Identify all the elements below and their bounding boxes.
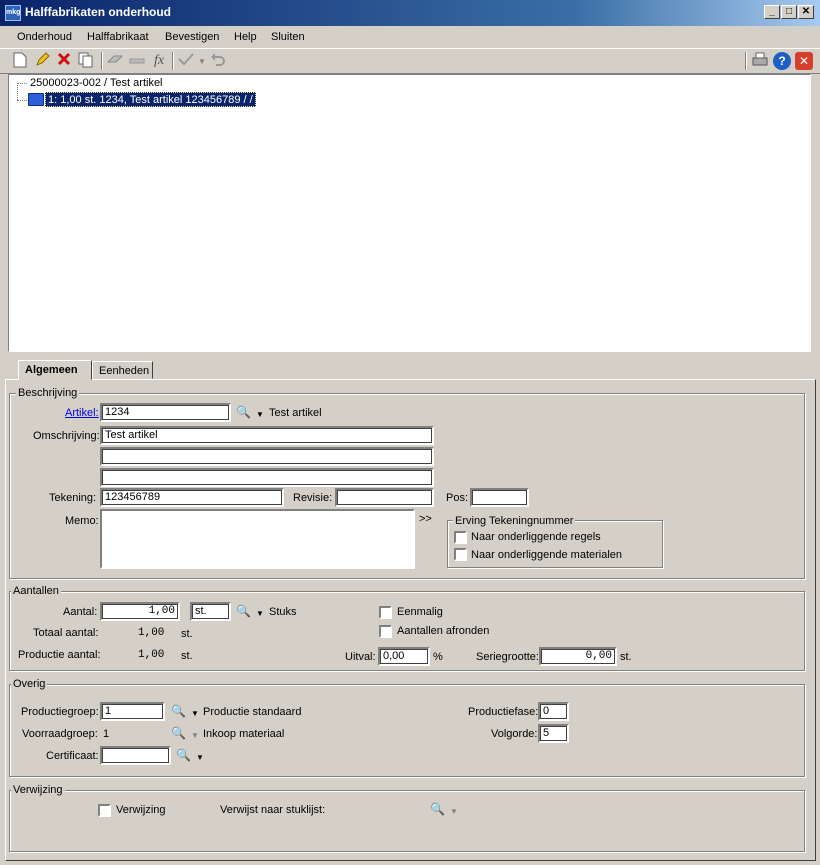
artikel-lookup-icon[interactable]: 🔍 [236,405,251,419]
volgorde-label: Volgorde: [491,728,538,740]
unit-field[interactable]: st. [190,602,231,621]
erving-label: Erving Tekeningnummer [455,515,574,527]
printer-icon[interactable] [751,52,769,70]
certificaat-field[interactable] [100,746,171,765]
unit-dropdown-icon[interactable]: ▼ [256,609,264,618]
delete-icon[interactable] [55,52,73,70]
certificaat-lookup-icon[interactable]: 🔍 [176,748,191,762]
stuklijst-lookup-icon: 🔍 [430,802,445,816]
omschrijving-field-1[interactable]: Test artikel [100,426,434,445]
certificaat-dropdown-icon[interactable]: ▼ [196,753,204,762]
afronden-checkbox[interactable] [379,625,392,638]
formula-icon[interactable]: fx [153,53,165,68]
artikel-link[interactable]: Artikel: [65,407,99,419]
uitval-unit: % [433,651,443,663]
minimize-button[interactable]: _ [764,5,780,19]
memo-field[interactable] [100,509,415,569]
tree-connector [17,83,18,100]
uitval-label: Uitval: [345,651,376,663]
unit-lookup-icon[interactable]: 🔍 [236,604,251,618]
memo-expand-button[interactable]: >> [419,513,432,525]
productie-aantal-label: Productie aantal: [18,649,101,661]
menu-bevestigen[interactable]: Bevestigen [165,31,220,43]
stuklijst-dropdown-icon: ▼ [450,807,458,816]
menu-halffabrikaat[interactable]: Halffabrikaat [87,31,149,43]
seriegrootte-label: Seriegrootte: [476,651,539,663]
productiefase-label: Productiefase: [468,706,539,718]
verwijzing-checkbox-label: Verwijzing [116,804,166,816]
aantal-field[interactable]: 1,00 [100,602,180,621]
omschrijving-label: Omschrijving: [33,430,100,442]
totaal-aantal-unit: st. [181,628,193,640]
app-icon: mkg [5,5,21,21]
voorraadgroep-value: 1 [103,728,110,740]
voorraadgroep-lookup-icon: 🔍 [171,726,186,740]
window-title: Halffabrikaten onderhoud [25,5,172,19]
omschrijving-field-2[interactable] [100,447,434,466]
productie-aantal-unit: st. [181,650,193,662]
pos-field[interactable] [470,488,529,507]
productiefase-field[interactable]: 0 [538,702,569,721]
productie-aantal-value: 1,00 [138,649,165,661]
uitval-field[interactable]: 0,00 [378,647,430,666]
afronden-label: Aantallen afronden [397,625,490,637]
seriegrootte-field[interactable]: 0,00 [539,647,617,666]
menu-sluiten[interactable]: Sluiten [271,31,305,43]
tab-eenheden[interactable]: Eenheden [92,361,153,379]
title-bar [0,0,820,26]
verwijzing-checkbox[interactable] [98,804,111,817]
undo-icon[interactable] [209,52,227,70]
revisie-label: Revisie: [293,492,333,504]
totaal-aantal-label: Totaal aantal: [33,627,99,639]
erving-regels-checkbox[interactable] [454,531,467,544]
erving-materialen-checkbox[interactable] [454,548,467,561]
stuklijst-label: Verwijst naar stuklijst: [220,804,326,816]
maximize-button[interactable]: □ [781,5,797,19]
totaal-aantal-value: 1,00 [138,627,165,639]
toolbar-separator [172,52,174,70]
help-icon[interactable]: ? [773,52,791,70]
close-button[interactable]: ✕ [798,5,814,19]
erving-regels-label: Naar onderliggende regels [471,531,601,543]
certificaat-label: Certificaat: [46,750,99,762]
seriegrootte-unit: st. [620,651,632,663]
artikel-field[interactable]: 1234 [100,403,231,422]
artikel-description: Test artikel [269,407,322,419]
menu-help[interactable]: Help [234,31,257,43]
folder-icon [28,93,44,106]
overig-label: Overig [13,678,46,690]
new-document-icon[interactable] [11,52,29,70]
productiegroep-description: Productie standaard [203,706,302,718]
tekening-label: Tekening: [49,492,97,504]
tekening-field[interactable]: 123456789 [100,488,284,507]
unit-description: Stuks [269,606,297,618]
pos-label: Pos: [446,492,469,504]
revisie-field[interactable] [335,488,434,507]
artikel-dropdown-icon[interactable]: ▼ [256,410,264,419]
exit-icon[interactable]: ✕ [795,52,813,70]
aantal-label: Aantal: [63,606,98,618]
tree-selected-node[interactable]: 1: 1,00 st. 1234, Test artikel 123456789 / / [45,92,256,107]
menu-onderhoud[interactable]: Onderhoud [17,31,73,43]
tree-connector [17,100,27,101]
erving-materialen-label: Naar onderliggende materialen [471,549,623,561]
aantallen-label: Aantallen [13,585,59,597]
voorraadgroep-label: Voorraadgroep: [22,728,98,740]
beschrijving-label: Beschrijving [18,387,78,399]
omschrijving-field-3[interactable] [100,468,434,487]
eenmalig-label: Eenmalig [397,606,443,618]
volgorde-field[interactable]: 5 [538,724,569,743]
check-dropdown-icon[interactable]: ▼ [198,57,206,66]
check-icon[interactable] [177,52,195,70]
toolbar-separator [101,52,103,70]
minus-icon[interactable] [128,52,146,70]
eraser-icon[interactable] [106,52,124,70]
pencil-icon[interactable] [33,52,51,70]
tree-view[interactable] [8,74,811,352]
memo-label: Memo: [65,515,99,527]
productiegroep-lookup-icon[interactable]: 🔍 [171,704,186,718]
voorraadgroep-description: Inkoop materiaal [203,728,285,740]
eenmalig-checkbox[interactable] [379,606,392,619]
tree-connector [17,83,27,84]
productiegroep-dropdown-icon[interactable]: ▼ [191,709,199,718]
tab-algemeen[interactable]: Algemeen [18,360,92,380]
verwijzing-group [9,790,805,852]
toolbar-separator [745,52,747,70]
productiegroep-label: Productiegroep: [21,706,99,718]
voorraadgroep-dropdown-icon: ▼ [191,731,199,740]
verwijzing-label: Verwijzing [13,784,63,796]
copy-icon[interactable] [77,52,95,70]
tree-root-node[interactable]: 25000023-002 / Test artikel [30,77,163,89]
productiegroep-field[interactable]: 1 [100,702,165,721]
